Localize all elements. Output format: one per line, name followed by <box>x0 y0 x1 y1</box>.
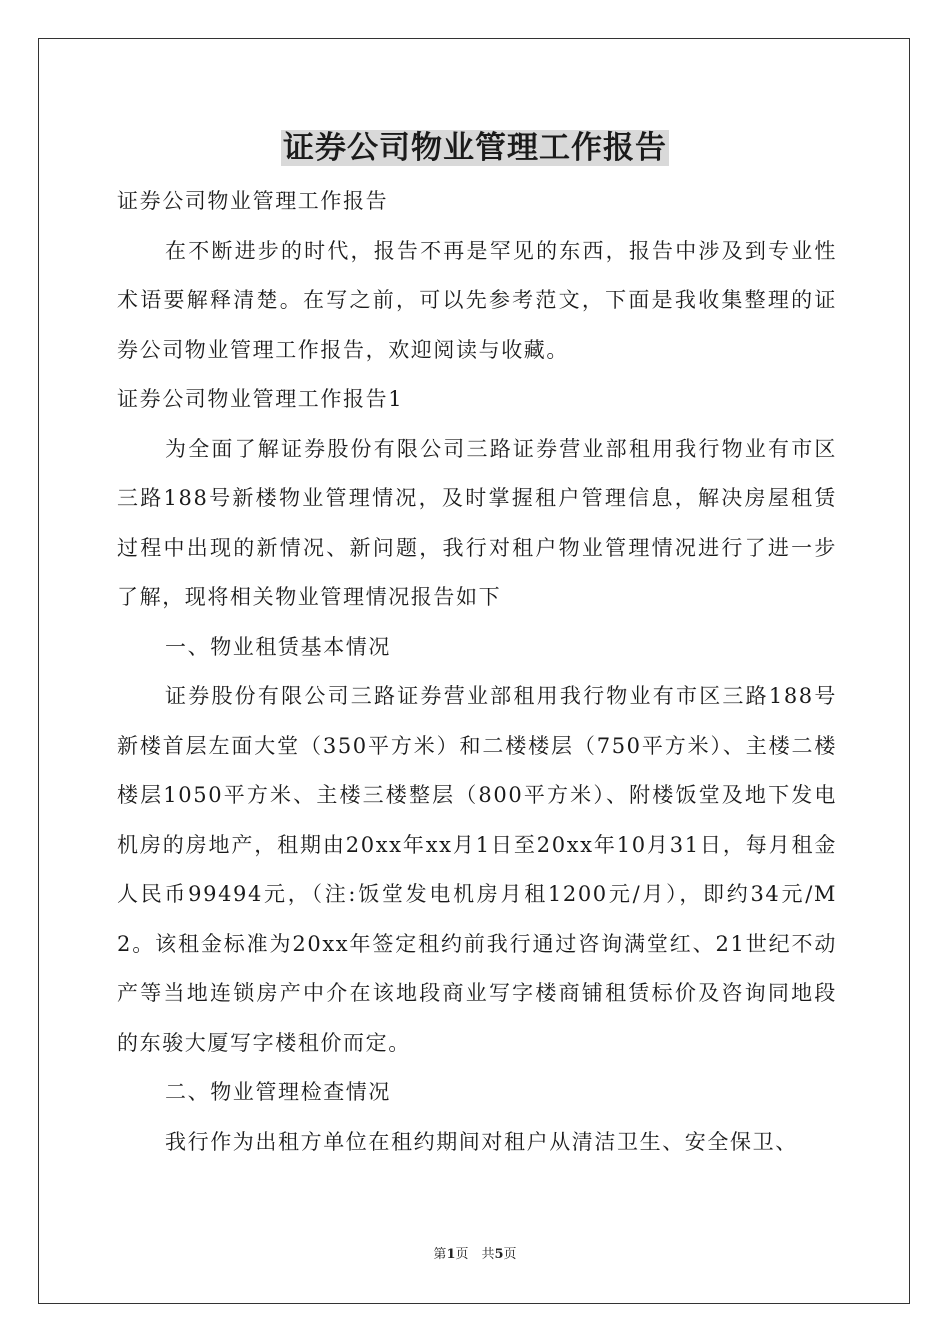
paragraph-section-title: 证券公司物业管理工作报告1 <box>117 387 404 411</box>
paragraph-overview: 为全面了解证券股份有限公司三路证券营业部租用我行物业有市区三路188号新楼物业管理情况，及时掌握租户管理信息，解决房屋租赁过程中出现的新情况、新问题，我行对租户物业管理情况进行了进一步了解，现将相关物业管理情况报告如下 <box>117 436 837 609</box>
paragraph-subtitle: 证券公司物业管理工作报告 <box>117 189 389 213</box>
document-title-text: 证券公司物业管理工作报告 <box>283 130 667 166</box>
paragraph-inspection: 我行作为出租方单位在租约期间对租户从清洁卫生、安全保卫、 <box>165 1129 798 1154</box>
paragraph-intro: 在不断进步的时代，报告不再是罕见的东西，报告中涉及到专业性术语要解释清楚。在写之前，可以先参考范文，下面是我收集整理的证券公司物业管理工作报告，欢迎阅读与收藏。 <box>117 238 837 362</box>
heading-inspection: 二、物业管理检查情况 <box>165 1080 391 1104</box>
footer-total-pages: 5 <box>494 1247 504 1262</box>
footer-current-page: 1 <box>446 1247 456 1262</box>
heading-lease-basics: 一、物业租赁基本情况 <box>165 634 391 659</box>
document-body <box>117 177 837 1167</box>
footer-mid: 页 共 <box>455 1247 495 1262</box>
page-footer <box>0 1246 950 1264</box>
document-title <box>0 126 950 170</box>
footer-prefix: 第 <box>433 1247 447 1262</box>
footer-suffix: 页 <box>503 1247 517 1262</box>
paragraph-lease-details: 证券股份有限公司三路证券营业部租用我行物业有市区三路188号新楼首层左面大堂（350平方米）和二楼楼层（750平方米）、主楼二楼楼层1050平方米、主楼三楼整层（800平方米）、附楼饭堂及地下发电机房的房地产，租期由20xx年xx月1日至20xx年10月31日，每月租金人民币99494元，（注:饭堂发电机房月租1200元/月），即约34元/M2。该租金标准为20xx年签定租约前我行通过咨询满堂红、21世纪不动产等当地连锁房产中介在该地段商业写字楼商铺租赁标价及咨询同地段的东骏大厦写字楼租价而定。 <box>117 684 837 1055</box>
